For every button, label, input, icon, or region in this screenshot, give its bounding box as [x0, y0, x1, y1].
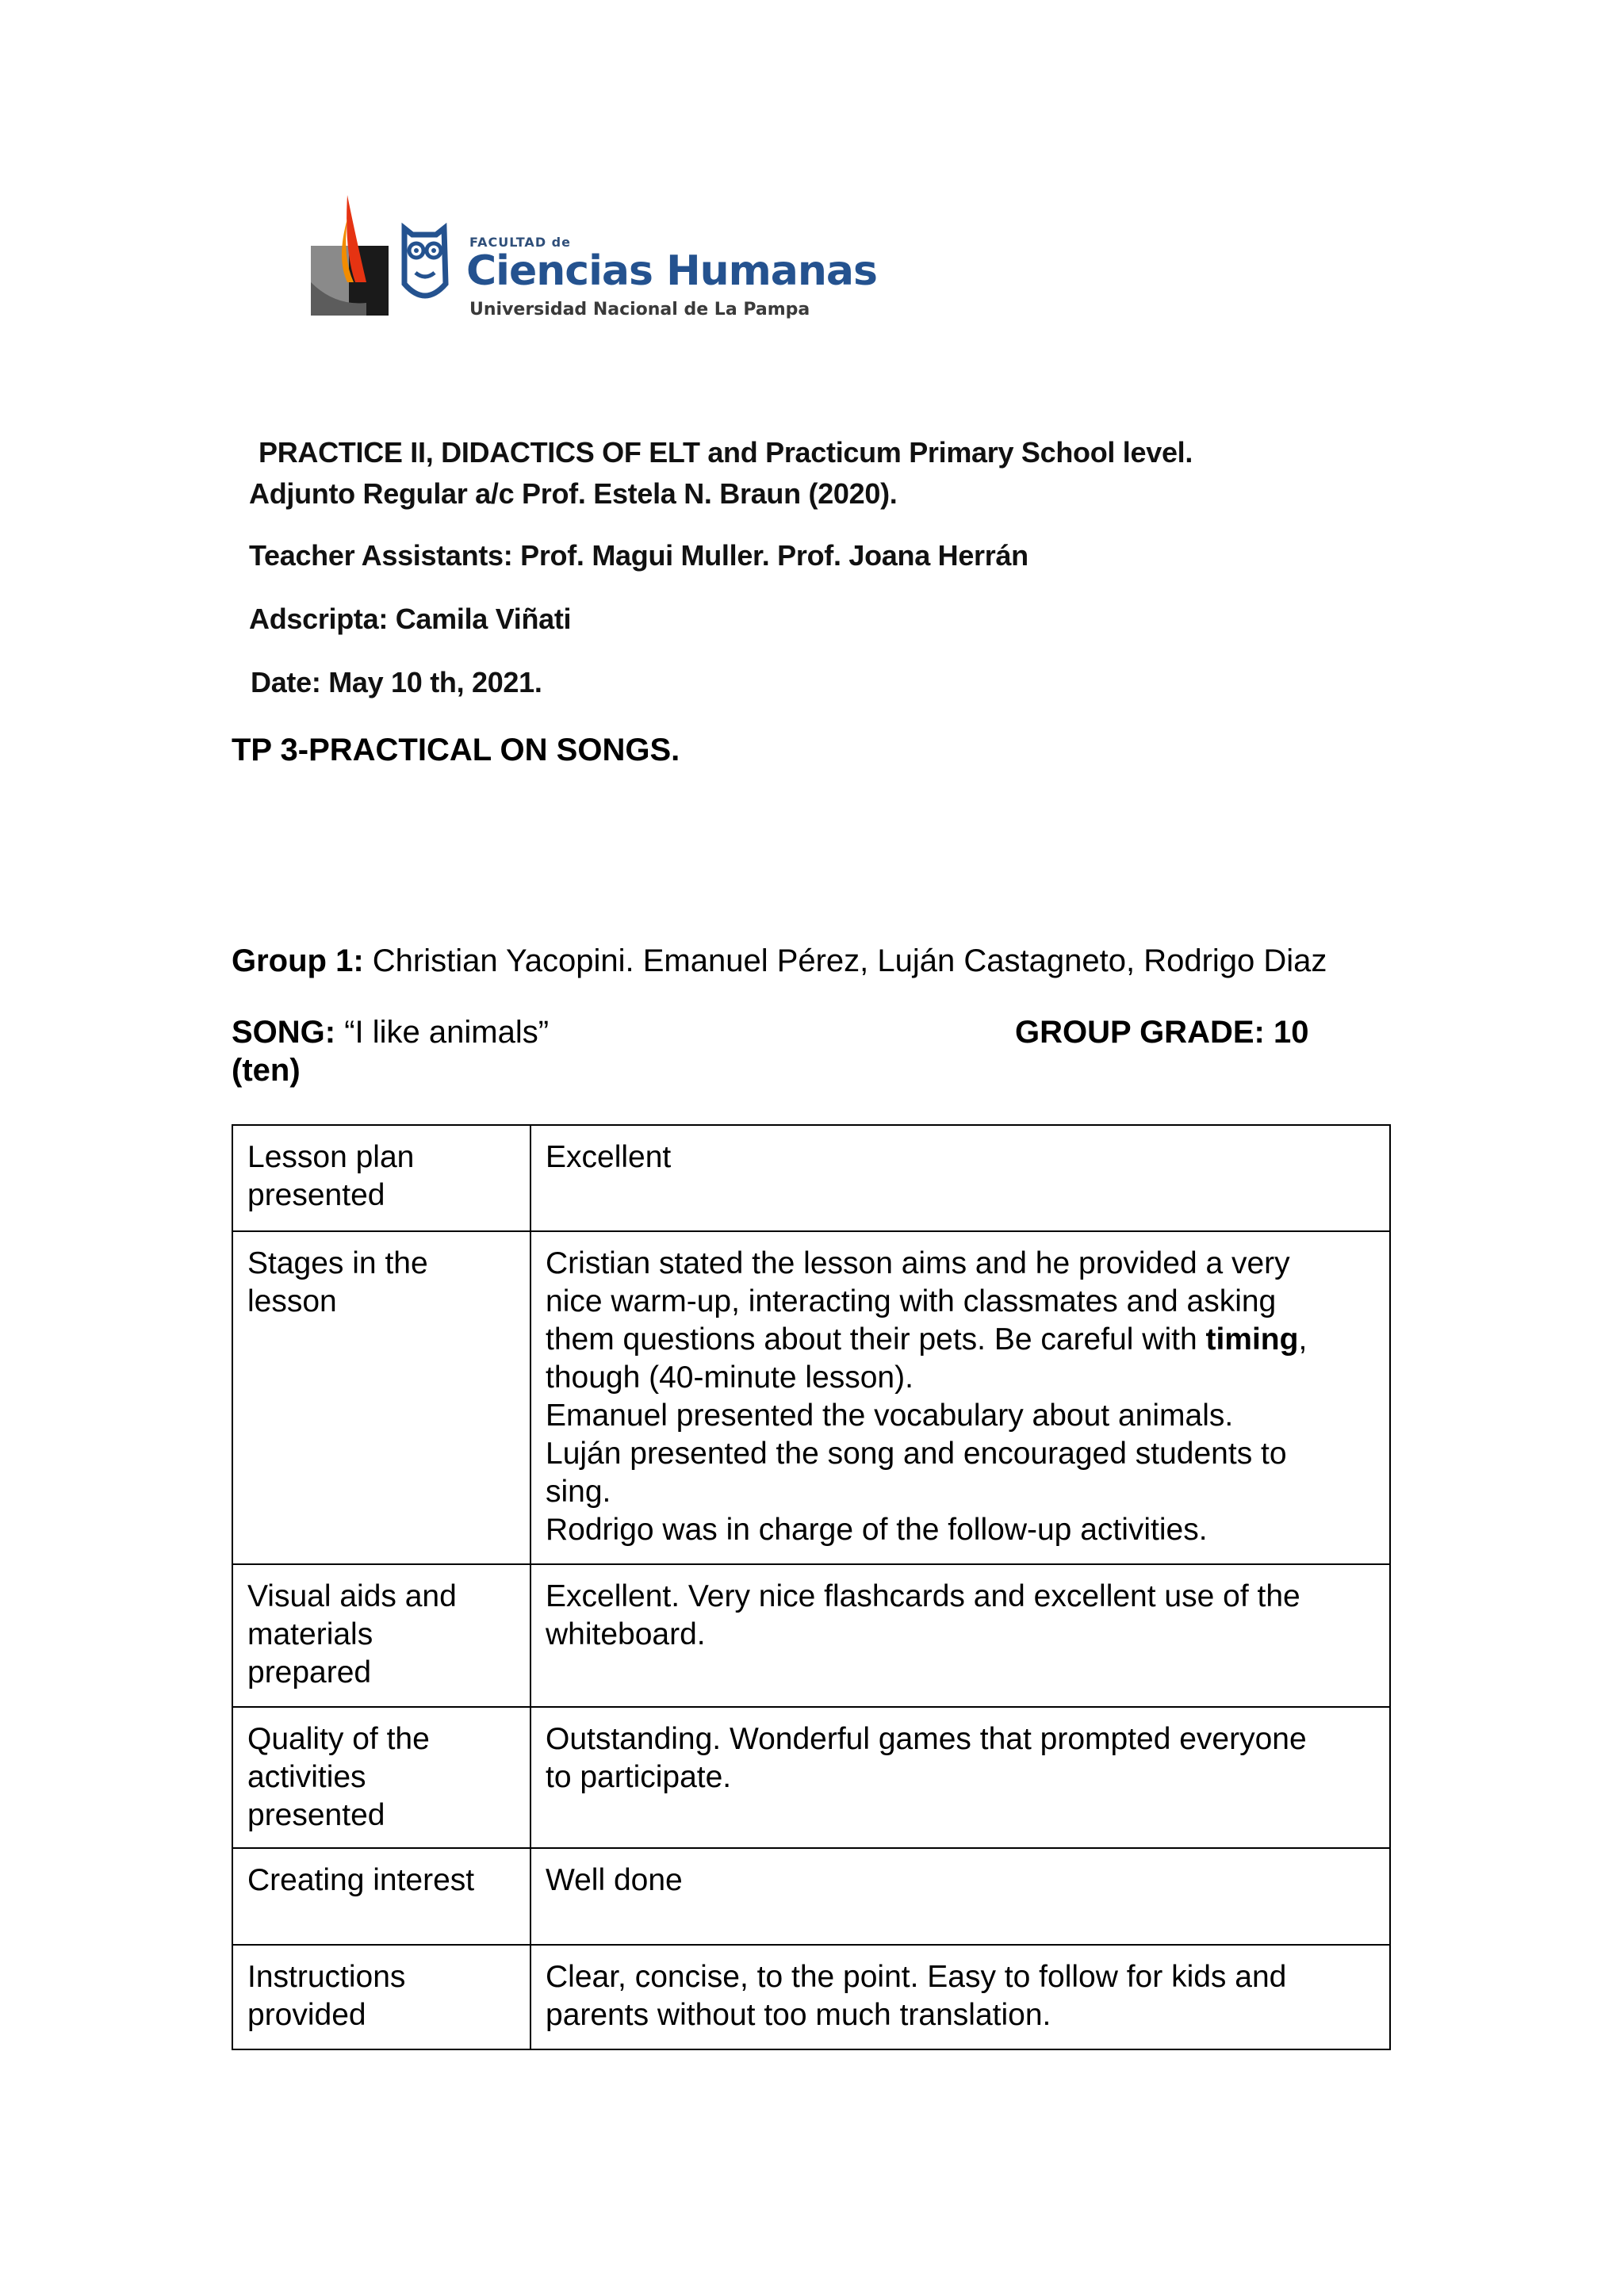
comment-cell [530, 1231, 1390, 1564]
date-line: Date: May 10 th, 2021. [251, 666, 542, 698]
criterion-cell: Stages in the lesson [232, 1231, 530, 1564]
practical-title: TP 3-PRACTICAL ON SONGS. [232, 733, 680, 767]
comment-text: Cristian stated the lesson aims and he provided a very nice warm-up, interacting with classmates and asking them questions about their pets. Be careful with [546, 1246, 1290, 1357]
criterion-cell: Visual aids and materials prepared [232, 1564, 530, 1707]
comment-cell: Excellent [530, 1125, 1390, 1231]
table-row [232, 1231, 1390, 1564]
comment-cell: Well done [530, 1848, 1390, 1945]
comment-text: , though (40-minute lesson). Emanuel presented the vocabulary about animals. Luján presented the song and encouraged students to sing. Rodrigo was in charge of the follow-up activities. [546, 1322, 1308, 1547]
faculty-logo [311, 187, 877, 328]
comment-cell: Clear, concise, to the point. Easy to follow for kids and parents without too much translation. [530, 1945, 1390, 2049]
comment-cell: Excellent. Very nice flashcards and excellent use of the whiteboard. [530, 1564, 1390, 1707]
criterion-cell: Instructions provided [232, 1945, 530, 2049]
evaluation-table [232, 1124, 1391, 2050]
criterion-cell: Quality of the activities presented [232, 1707, 530, 1848]
table-row [232, 1848, 1390, 1945]
comment-emphasis: timing [1205, 1322, 1299, 1357]
university-emblem-icon [311, 187, 469, 328]
logo-university-text: Universidad Nacional de La Pampa [469, 300, 810, 320]
table-row [232, 1945, 1390, 2049]
criterion-cell: Creating interest [232, 1848, 530, 1945]
criterion-cell: Lesson plan presented [232, 1125, 530, 1231]
group-grade: GROUP GRADE: 10 [1015, 1015, 1309, 1050]
table-row [232, 1707, 1390, 1848]
course-title: PRACTICE II, DIDACTICS OF ELT and Practicum Primary School level. [259, 436, 1193, 469]
comment-cell: Outstanding. Wonderful games that prompted everyone to participate. [530, 1707, 1390, 1848]
group-label: Group 1: [232, 943, 364, 978]
adjunto-line: Adjunto Regular a/c Prof. Estela N. Braun (2020). [249, 477, 898, 510]
teacher-assistants-line: Teacher Assistants: Prof. Magui Muller. Prof. Joana Herrán [249, 539, 1028, 572]
logo-facultad-text: FACULTAD de [469, 235, 571, 250]
song-title: “I like animals” [335, 1015, 550, 1050]
group-grade-words: (ten) [232, 1053, 301, 1088]
song-label: SONG: [232, 1015, 336, 1050]
song-line [232, 1015, 549, 1050]
table-row [232, 1564, 1390, 1707]
group-line [232, 943, 1327, 979]
logo-name-text: Ciencias Humanas [466, 247, 877, 295]
table-row [232, 1125, 1390, 1231]
adscripta-line: Adscripta: Camila Viñati [249, 603, 572, 635]
group-members: Christian Yacopini. Emanuel Pérez, Luján Castagneto, Rodrigo Diaz [363, 943, 1327, 978]
